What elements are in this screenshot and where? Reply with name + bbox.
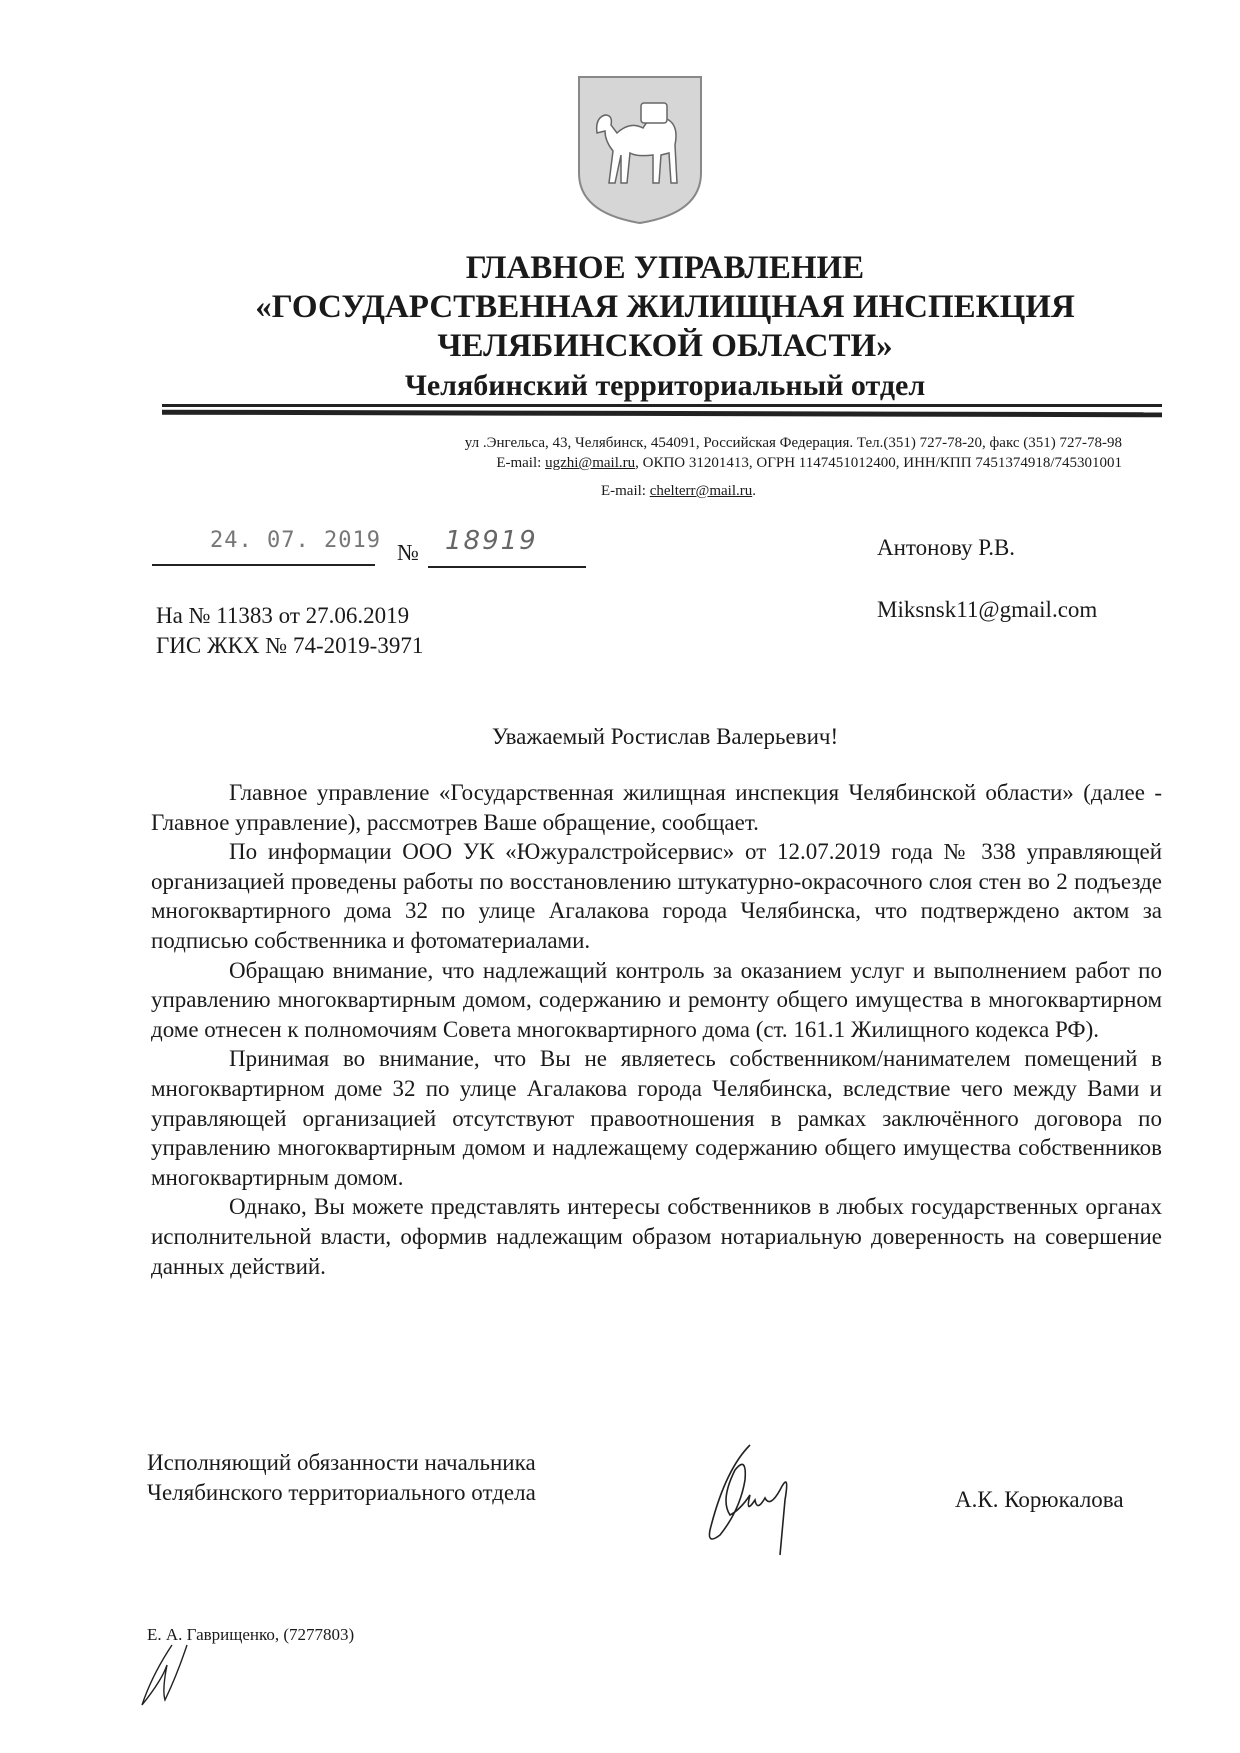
email-label: E-mail: [496,455,546,471]
date-underline [152,564,375,566]
org-email-link[interactable]: ugzhi@mail.ru [545,455,636,471]
letter-date-stamp: 24. 07. 2019 [210,528,381,553]
letter-number-handwritten: 18919 [445,526,538,556]
signatory-position-line-2: Челябинского территориального отдела [147,1480,536,1505]
number-underline [428,566,586,568]
org-title-line-1: ГЛАВНОЕ УПРАВЛЕНИЕ [465,250,865,286]
recipient-name: Антонову Р.В. [877,535,1016,560]
header-divider-thick [162,410,1162,418]
gis-reference: ГИС ЖКХ № 74-2019-3971 [156,633,424,658]
executor-info: Е. А. Гаврищенко, (7277803) [147,1625,355,1644]
department-title: Челябинский территориальный отдел [404,369,926,402]
address-line: ул .Энгельса, 43, Челябинск, 454091, Российская Федерация. Тел.(351) 727-78-20, факс (351) 727-78-98 [464,435,1122,451]
org-title-line-2: «ГОСУДАРСТВЕННАЯ ЖИЛИЩНАЯ ИНСПЕКЦИЯ [255,289,1075,325]
body-paragraph: Однако, Вы можете представлять интересы собственников в любых государственных органах исполнительной власти, оформив надлежащим образом нотариальную доверенность на совершение данных действий. [151,1194,1162,1279]
body-paragraph: Обращаю внимание, что надлежащий контроль за оказанием услуг и выполнением работ по управлению многоквартирным домом, содержанию и ремонту общего имущества в многоквартирном доме отнесен к полномочиям Совета многоквартирного дома (ст. 161.1 Жилищного кодекса РФ). [151,957,1162,1042]
department-email-line [601,481,756,501]
email-label: E-mail: [600,483,650,499]
executor-initials-signature [137,1640,207,1710]
coat-of-arms-emblem [575,73,705,225]
handwritten-signature [695,1440,825,1560]
punctuation: . [752,483,756,499]
registry-line [496,453,1122,473]
body-paragraph: Главное управление «Государственная жилищная инспекция Челябинской области» (далее - Главное управление), рассмотрев Ваше обращение, сообщает. [151,780,1162,835]
department-email-link[interactable]: chelterr@mail.ru [649,483,753,499]
org-title-line-3: ЧЕЛЯБИНСКОЙ ОБЛАСТИ» [437,328,893,364]
signatory-name: А.К. Корюкалова [955,1487,1124,1512]
reply-reference: На № 11383 от 27.06.2019 [156,603,410,628]
registry-codes: , ОКПО 31201413, ОГРН 1147451012400, ИНН/КПП 7451374918/745301001 [635,455,1122,471]
number-sign: № [397,540,419,565]
header-divider [162,404,1162,407]
greeting: Уважаемый Ростислав Валерьевич! [491,724,839,749]
recipient-email: Miksnsk11@gmail.com [877,597,1098,622]
body-paragraph: По информации ООО УК «Южуралстройсервис» от 12.07.2019 года № 338 управляющей организацией проведены работы по восстановлению штукатурно-окрасочного слоя стен во 2 подъезде многоквартирного дома 32 по улице Агалакова города Челябинска, что подтверждено актом за подписью собственника и фотоматериалами. [151,839,1162,953]
letter-body [151,778,1162,1281]
body-paragraph: Принимая во внимание, что Вы не являетесь собственником/нанимателем помещений в многоквартирном доме 32 по улице Агалакова города Челябинска, вследствие чего между Вами и управляющей организацией отсутствуют правоотношения в рамках заключённого договора по управлению многоквартирным домом и надлежащему содержанию общего имущества собственников многоквартирным домом. [151,1046,1162,1190]
signatory-position-line-1: Исполняющий обязанности начальника [147,1450,536,1475]
